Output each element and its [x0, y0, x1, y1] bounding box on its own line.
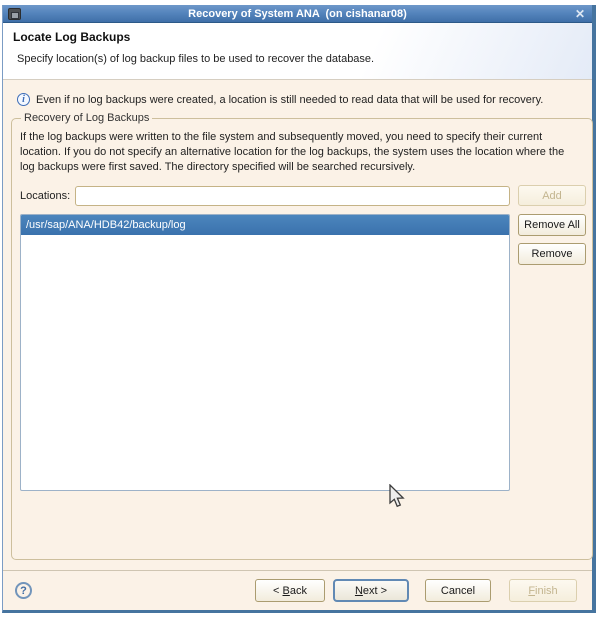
remove-button[interactable]: Remove — [518, 243, 586, 265]
page-description: Specify location(s) of log backup files to be used to recover the database. — [17, 53, 375, 65]
finish-button[interactable]: Finish — [509, 579, 577, 602]
help-icon[interactable]: ? — [15, 582, 32, 599]
info-icon: i — [17, 93, 30, 106]
locations-row — [20, 185, 586, 206]
locations-list-row — [20, 214, 586, 491]
info-message: Even if no log backups were created, a location is still needed to read data that will be used for recovery. — [36, 93, 544, 106]
recovery-dialog-window — [2, 5, 596, 613]
group-label: Recovery of Log Backups — [24, 112, 150, 124]
locations-label: Locations: — [20, 189, 71, 202]
next-button[interactable]: Next > — [333, 579, 409, 602]
add-button[interactable]: Add — [518, 185, 586, 206]
page-title: Locate Log Backups — [13, 30, 131, 44]
list-side-buttons — [510, 214, 586, 272]
cancel-button[interactable]: Cancel — [425, 579, 491, 602]
footer-buttons — [255, 579, 577, 602]
location-input[interactable] — [75, 186, 510, 206]
button-bar — [3, 570, 592, 610]
locations-listbox[interactable] — [20, 214, 510, 491]
recovery-log-backups-group — [11, 112, 593, 560]
back-button[interactable]: < Back — [255, 579, 325, 602]
mouse-cursor — [388, 484, 406, 510]
close-icon[interactable]: ✕ — [574, 7, 585, 21]
wizard-header — [3, 23, 592, 80]
group-description: If the log backups were written to the file system and subsequently moved, you need to specify their current location. If you do not specify an alternative location for the log backups, the system uses the location where the log backups were first saved. The directory specified will be searched recursively. — [20, 131, 565, 173]
list-item[interactable]: /usr/sap/ANA/HDB42/backup/log — [21, 215, 509, 235]
wizard-content — [3, 80, 592, 570]
window-title: Recovery of System ANA (on cishanar08) — [188, 7, 407, 20]
remove-all-button[interactable]: Remove All — [518, 214, 586, 236]
title-bar[interactable] — [3, 5, 592, 23]
info-message-row — [17, 93, 580, 106]
